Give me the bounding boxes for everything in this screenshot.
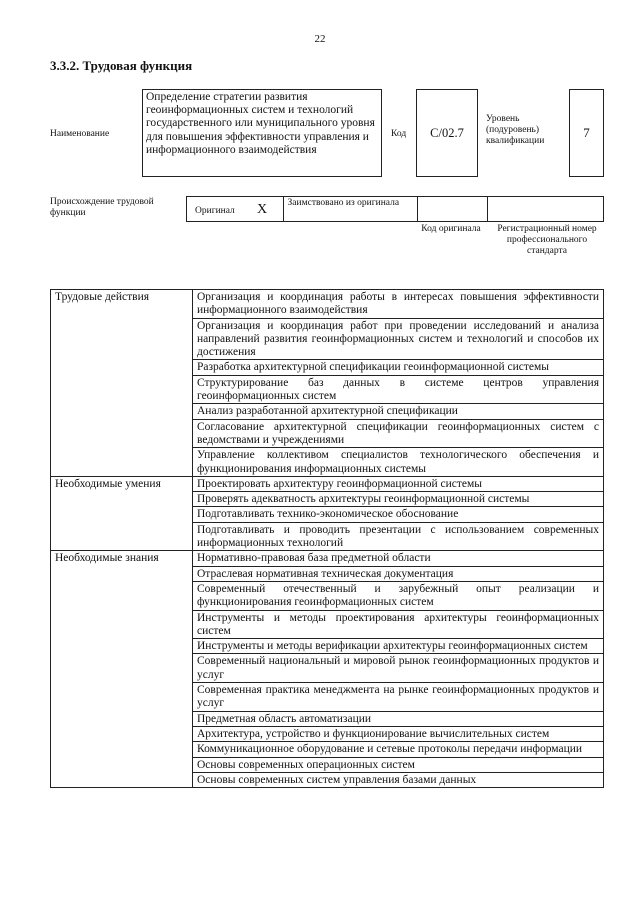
borrowed-label: Заимствовано из оригинала (284, 197, 418, 221)
item-cell: Архитектура, устройство и функционирование вычислительных систем (193, 726, 604, 741)
category-cell: Необходимые умения (51, 476, 193, 550)
item-cell: Коммуникационное оборудование и сетевые протоколы передачи информации (193, 742, 604, 757)
level-value: 7 (569, 89, 604, 177)
item-cell: Инструменты и методы верификации архитектуры геоинформационных систем (193, 639, 604, 654)
item-cell: Основы современных операционных систем (193, 757, 604, 772)
item-cell: Современная практика менеджмента на рынке геоинформационных продуктов и услуг (193, 683, 604, 712)
item-cell: Отраслевая нормативная техническая документация (193, 566, 604, 581)
item-cell: Проектировать архитектуру геоинформационной системы (193, 476, 604, 491)
code-value: C/02.7 (416, 89, 478, 177)
origin-row (186, 196, 604, 222)
code-original-label: Код оригинала (421, 224, 481, 234)
item-cell: Подготавливать и проводить презентации с использованием современных информационных технологий (193, 522, 604, 551)
item-cell: Разработка архитектурной спецификации геоинформационной системы (193, 360, 604, 375)
item-cell: Анализ разработанной архитектурной спецификации (193, 404, 604, 419)
code-label: Код (391, 129, 407, 139)
page-number: 22 (314, 33, 326, 45)
item-cell: Предметная область автоматизации (193, 711, 604, 726)
original-label: Оригинал (195, 206, 235, 216)
item-cell: Современный отечественный и зарубежный опыт реализации и функционирования геоинформационных систем (193, 581, 604, 610)
item-cell: Согласование архитектурной спецификации геоинформационных систем с ведомствами и учреждениями (193, 419, 604, 448)
reg-number-label: Регистрационный номер профессионального стандарта (497, 224, 597, 256)
item-cell: Нормативно-правовая база предметной области (193, 551, 604, 566)
name-label: Наименование (50, 129, 110, 139)
item-cell: Подготавливать технико-экономическое обоснование (193, 507, 604, 522)
reg-number-cell (488, 197, 603, 221)
original-mark: X (257, 202, 268, 217)
function-name-value: Определение стратегии развития геоинформационных систем и технологий государственного или муниципального уровня для повышения эффективности управления и информационного взаимодействия (142, 89, 382, 177)
table-row (51, 290, 604, 319)
item-cell: Управление коллективом специалистов технологического обеспечения и функционирования информационных системы (193, 448, 604, 477)
item-cell: Организация и координация работы в интересах повышения эффективности информационного взаимодействия (193, 290, 604, 319)
category-cell: Необходимые знания (51, 551, 193, 788)
item-cell: Основы современных систем управления базами данных (193, 772, 604, 787)
item-cell: Современный национальный и мировой рынок геоинформационных продуктов и услуг (193, 654, 604, 683)
section-title: 3.3.2. Трудовая функция (50, 58, 193, 73)
table-row (51, 476, 604, 491)
item-cell: Проверять адекватность архитектуры геоинформационной системы (193, 492, 604, 507)
item-cell: Инструменты и методы проектирования архитектуры геоинформационных систем (193, 610, 604, 639)
function-details-table (50, 289, 604, 788)
item-cell: Структурирование баз данных в системе центров управления геоинформационных систем (193, 375, 604, 404)
code-original-cell (418, 197, 488, 221)
table-row (51, 551, 604, 566)
origin-original-cell (187, 197, 284, 221)
level-label: Уровень (подуровень) квалификации (486, 114, 545, 146)
category-cell: Трудовые действия (51, 290, 193, 477)
origin-label: Происхождение трудовой функции (50, 197, 154, 218)
item-cell: Организация и координация работ при проведении исследований и анализа направлений развития геоинформационных систем и технологий и способов их достижения (193, 318, 604, 360)
